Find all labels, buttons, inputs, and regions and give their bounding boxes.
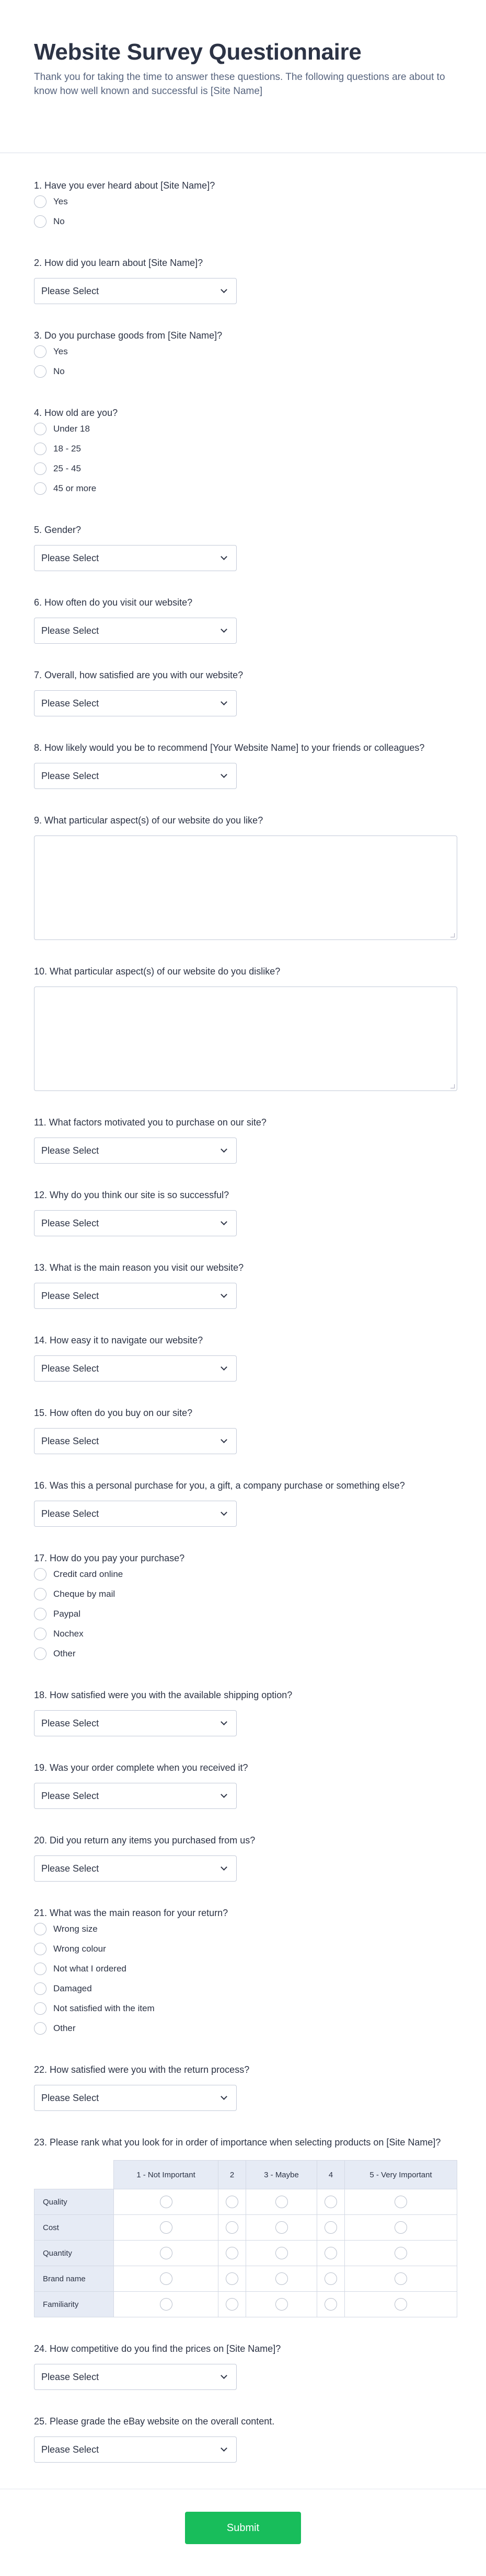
matrix-row-label: Cost	[34, 2215, 114, 2241]
chevron-down-icon	[221, 1146, 227, 1153]
question-label: 19. Was your order complete when you received it?	[34, 1762, 248, 1773]
radio-label: Yes	[53, 196, 68, 206]
matrix-cell	[317, 2241, 345, 2266]
matrix-row	[34, 2292, 457, 2317]
question-label: 13. What is the main reason you visit our website?	[34, 1262, 244, 1273]
radio-option[interactable]	[34, 362, 457, 381]
matrix-row	[34, 2266, 457, 2292]
matrix-cell	[317, 2189, 345, 2215]
matrix-corner	[34, 2160, 114, 2189]
question-10	[34, 953, 457, 1104]
matrix-column-header: 1 - Not Important	[114, 2160, 218, 2189]
chevron-down-icon	[221, 1791, 227, 1798]
question-label: 22. How satisfied were you with the return process?	[34, 2064, 250, 2075]
dropdown-value: Please Select	[41, 1508, 99, 1519]
chevron-down-icon	[221, 286, 227, 293]
question-11	[34, 1104, 457, 1176]
dropdown-value: Please Select	[41, 1863, 99, 1874]
radio-button[interactable]	[34, 1628, 47, 1640]
dropdown-select[interactable]	[34, 545, 237, 571]
radio-button[interactable]	[34, 365, 47, 378]
dropdown-select[interactable]	[34, 763, 237, 789]
matrix-cell	[114, 2241, 218, 2266]
matrix-cell	[246, 2266, 317, 2292]
radio-button[interactable]	[34, 1923, 47, 1935]
matrix-cell	[218, 2266, 246, 2292]
radio-button[interactable]	[160, 2221, 172, 2234]
chevron-down-icon	[221, 626, 227, 633]
question-label: 20. Did you return any items you purchased from us?	[34, 1835, 256, 1846]
question-17	[34, 1539, 457, 1676]
radio-button[interactable]	[325, 2221, 337, 2234]
radio-button[interactable]	[226, 2272, 238, 2285]
radio-button[interactable]	[395, 2196, 407, 2208]
question-1	[34, 167, 457, 244]
question-label: 1. Have you ever heard about [Site Name]?	[34, 180, 215, 191]
dropdown-select[interactable]	[34, 2364, 237, 2390]
survey-form	[0, 153, 486, 2475]
radio-button[interactable]	[395, 2221, 407, 2234]
dropdown-value: Please Select	[41, 2371, 99, 2382]
question-label: 9. What particular aspect(s) of our website do you like?	[34, 815, 263, 826]
dropdown-value: Please Select	[41, 1217, 99, 1228]
dropdown-value: Please Select	[41, 698, 99, 709]
radio-group	[34, 342, 457, 381]
matrix-cell	[317, 2292, 345, 2317]
radio-option[interactable]	[34, 419, 457, 439]
radio-option[interactable]	[34, 212, 457, 231]
radio-button[interactable]	[34, 1982, 47, 1995]
dropdown-select[interactable]	[34, 1428, 237, 1454]
question-21	[34, 1894, 457, 2051]
chevron-down-icon	[221, 2372, 227, 2379]
radio-button[interactable]	[325, 2196, 337, 2208]
dropdown-select[interactable]	[34, 1855, 237, 1882]
chevron-down-icon	[221, 1509, 227, 1516]
submit-button[interactable]: Submit	[185, 2512, 301, 2544]
question-label: 4. How old are you?	[34, 408, 118, 418]
matrix-cell	[345, 2266, 457, 2292]
radio-option[interactable]	[34, 1604, 457, 1624]
matrix-row-label: Brand name	[34, 2266, 114, 2292]
radio-group	[34, 192, 457, 231]
radio-option[interactable]	[34, 1999, 457, 2018]
radio-label: Wrong colour	[53, 1944, 106, 1954]
resize-handle-icon[interactable]	[450, 1084, 455, 1088]
question-23	[34, 2124, 457, 2330]
radio-button[interactable]	[34, 2002, 47, 2015]
question-label: 8. How likely would you be to recommend [Your Website Name] to your friends or colleagues?	[34, 742, 425, 753]
radio-button[interactable]	[275, 2272, 288, 2285]
radio-button[interactable]	[325, 2272, 337, 2285]
radio-button[interactable]	[34, 482, 47, 495]
radio-button[interactable]	[160, 2272, 172, 2285]
chevron-down-icon	[221, 1219, 227, 1225]
question-label: 25. Please grade the eBay website on the overall content.	[34, 2416, 275, 2427]
radio-button[interactable]	[34, 1943, 47, 1955]
dropdown-value: Please Select	[41, 2092, 99, 2103]
question-4	[34, 394, 457, 511]
chevron-down-icon	[221, 1864, 227, 1871]
radio-button[interactable]	[34, 423, 47, 435]
matrix-row-label: Familiarity	[34, 2292, 114, 2317]
matrix-cell	[114, 2215, 218, 2241]
dropdown-value: Please Select	[41, 1290, 99, 1301]
rating-matrix	[34, 2160, 457, 2317]
radio-label: Credit card online	[53, 1569, 123, 1579]
radio-label: 18 - 25	[53, 444, 81, 454]
radio-button[interactable]	[395, 2272, 407, 2285]
question-22	[34, 2051, 457, 2124]
question-6	[34, 584, 457, 656]
question-20	[34, 1821, 457, 1894]
dropdown-value: Please Select	[41, 1145, 99, 1156]
matrix-cell	[317, 2215, 345, 2241]
radio-option[interactable]	[34, 1584, 457, 1604]
radio-option[interactable]	[34, 1959, 457, 1979]
radio-button[interactable]	[34, 1608, 47, 1620]
dropdown-select[interactable]	[34, 690, 237, 716]
dropdown-value: Please Select	[41, 1363, 99, 1374]
radio-button[interactable]	[226, 2221, 238, 2234]
radio-button[interactable]	[34, 443, 47, 455]
radio-button[interactable]	[275, 2196, 288, 2208]
chevron-down-icon	[221, 553, 227, 560]
radio-option[interactable]	[34, 192, 457, 212]
radio-option[interactable]	[34, 2018, 457, 2038]
radio-group	[34, 1919, 457, 2038]
radio-option[interactable]	[34, 1644, 457, 1664]
matrix-column-header: 5 - Very Important	[345, 2160, 457, 2189]
question-label: 5. Gender?	[34, 525, 82, 535]
dropdown-value: Please Select	[41, 2444, 99, 2455]
question-label: 23. Please rank what you look for in order of importance when selecting products on [Site Name]?	[34, 2137, 441, 2148]
question-label: 17. How do you pay your purchase?	[34, 1553, 185, 1563]
matrix-column-header: 2	[218, 2160, 246, 2189]
radio-label: Damaged	[53, 1983, 92, 1993]
question-label: 18. How satisfied were you with the available shipping option?	[34, 1690, 293, 1700]
dropdown-select[interactable]	[34, 278, 237, 304]
question-label: 15. How often do you buy on our site?	[34, 1408, 193, 1418]
radio-button[interactable]	[395, 2298, 407, 2311]
radio-button[interactable]	[34, 2022, 47, 2035]
question-3	[34, 317, 457, 394]
matrix-cell	[114, 2189, 218, 2215]
dropdown-select[interactable]	[34, 1283, 237, 1309]
dropdown-select[interactable]	[34, 2085, 237, 2111]
radio-option[interactable]	[34, 479, 457, 498]
dropdown-select[interactable]	[34, 1355, 237, 1382]
matrix-cell	[114, 2292, 218, 2317]
question-label: 21. What was the main reason for your return?	[34, 1908, 228, 1918]
matrix-column-header: 3 - Maybe	[246, 2160, 317, 2189]
matrix-cell	[345, 2292, 457, 2317]
radio-button[interactable]	[275, 2221, 288, 2234]
question-label: 12. Why do you think our site is so successful?	[34, 1190, 229, 1200]
question-label: 3. Do you purchase goods from [Site Name]?	[34, 330, 223, 341]
matrix-cell	[246, 2241, 317, 2266]
radio-button[interactable]	[160, 2196, 172, 2208]
dropdown-value: Please Select	[41, 1718, 99, 1728]
radio-option[interactable]	[34, 1979, 457, 1999]
matrix-cell	[345, 2189, 457, 2215]
matrix-cell	[218, 2241, 246, 2266]
question-label: 10. What particular aspect(s) of our website do you dislike?	[34, 966, 281, 977]
radio-option[interactable]	[34, 459, 457, 479]
dropdown-value: Please Select	[41, 552, 99, 563]
dropdown-select[interactable]	[34, 1783, 237, 1809]
matrix-cell	[246, 2215, 317, 2241]
dropdown-select[interactable]	[34, 1210, 237, 1236]
dropdown-select[interactable]	[34, 618, 237, 644]
radio-button[interactable]	[395, 2247, 407, 2259]
chevron-down-icon	[221, 1436, 227, 1443]
chevron-down-icon	[221, 2093, 227, 2100]
radio-label: Cheque by mail	[53, 1589, 115, 1599]
radio-option[interactable]	[34, 1564, 457, 1584]
radio-group	[34, 419, 457, 498]
radio-button[interactable]	[160, 2247, 172, 2259]
chevron-down-icon	[221, 1719, 227, 1725]
dropdown-value: Please Select	[41, 1790, 99, 1801]
radio-label: Not satisfied with the item	[53, 2003, 155, 2013]
question-label: 14. How easy it to navigate our website?	[34, 1335, 203, 1345]
chevron-down-icon	[221, 771, 227, 778]
radio-button[interactable]	[34, 1588, 47, 1600]
page-title: Website Survey Questionnaire	[34, 39, 362, 65]
radio-button[interactable]	[325, 2247, 337, 2259]
radio-label: Wrong size	[53, 1924, 98, 1934]
radio-label: No	[53, 216, 65, 226]
text-area[interactable]	[34, 987, 457, 1091]
radio-label: 25 - 45	[53, 463, 81, 473]
question-12	[34, 1176, 457, 1249]
question-15	[34, 1394, 457, 1467]
chevron-down-icon	[221, 699, 227, 705]
matrix-row	[34, 2241, 457, 2266]
dropdown-value: Please Select	[41, 770, 99, 781]
matrix-cell	[246, 2189, 317, 2215]
radio-label: 45 or more	[53, 483, 97, 493]
resize-handle-icon[interactable]	[450, 933, 455, 937]
matrix-cell	[114, 2266, 218, 2292]
question-label: 6. How often do you visit our website?	[34, 597, 193, 608]
dropdown-select[interactable]	[34, 1501, 237, 1527]
question-label: 11. What factors motivated you to purchase on our site?	[34, 1117, 267, 1128]
question-14	[34, 1321, 457, 1394]
question-25	[34, 2403, 457, 2475]
matrix-cell	[218, 2292, 246, 2317]
radio-label: No	[53, 366, 65, 376]
radio-button[interactable]	[34, 215, 47, 228]
matrix-row	[34, 2215, 457, 2241]
page-subtitle: Thank you for taking the time to answer these questions. The following questions are about to know how well known and successful is [Site Name]	[34, 72, 445, 97]
radio-button[interactable]	[275, 2298, 288, 2311]
question-19	[34, 1749, 457, 1821]
radio-label: Not what I ordered	[53, 1964, 126, 1974]
radio-button[interactable]	[226, 2298, 238, 2311]
matrix-cell	[246, 2292, 317, 2317]
radio-option[interactable]	[34, 1624, 457, 1644]
question-18	[34, 1676, 457, 1749]
dropdown-select[interactable]	[34, 2436, 237, 2463]
chevron-down-icon	[221, 2445, 227, 2452]
matrix-column-header: 4	[317, 2160, 345, 2189]
radio-button[interactable]	[275, 2247, 288, 2259]
radio-label: Nochex	[53, 1629, 84, 1639]
radio-label: Under 18	[53, 424, 90, 434]
matrix-cell	[218, 2189, 246, 2215]
form-footer	[0, 2489, 486, 2576]
matrix-row-label: Quantity	[34, 2241, 114, 2266]
question-label: 7. Overall, how satisfied are you with our website?	[34, 670, 244, 680]
radio-button[interactable]	[325, 2298, 337, 2311]
dropdown-select[interactable]	[34, 1710, 237, 1736]
radio-label: Yes	[53, 346, 68, 356]
radio-button[interactable]	[34, 462, 47, 475]
radio-button[interactable]	[34, 1647, 47, 1660]
radio-button[interactable]	[226, 2196, 238, 2208]
radio-button[interactable]	[34, 195, 47, 208]
radio-option[interactable]	[34, 1939, 457, 1959]
text-area[interactable]	[34, 836, 457, 940]
matrix-cell	[345, 2215, 457, 2241]
radio-button[interactable]	[226, 2247, 238, 2259]
question-2	[34, 244, 457, 317]
matrix-row	[34, 2189, 457, 2215]
question-7	[34, 656, 457, 729]
radio-group	[34, 1564, 457, 1664]
radio-option[interactable]	[34, 1919, 457, 1939]
matrix-cell	[345, 2241, 457, 2266]
chevron-down-icon	[221, 1291, 227, 1298]
radio-button[interactable]	[34, 1963, 47, 1975]
dropdown-value: Please Select	[41, 1435, 99, 1446]
question-label: 2. How did you learn about [Site Name]?	[34, 258, 203, 268]
radio-label: Other	[53, 1649, 76, 1658]
dropdown-select[interactable]	[34, 1138, 237, 1164]
dropdown-value: Please Select	[41, 285, 99, 296]
matrix-row-label: Quality	[34, 2189, 114, 2215]
question-9	[34, 802, 457, 953]
dropdown-value: Please Select	[41, 625, 99, 636]
question-label: 24. How competitive do you find the prices on [Site Name]?	[34, 2343, 281, 2354]
question-16	[34, 1467, 457, 1539]
form-header	[0, 0, 486, 153]
question-label: 16. Was this a personal purchase for you, a gift, a company purchase or something else?	[34, 1480, 405, 1491]
radio-button[interactable]	[34, 345, 47, 358]
matrix-cell	[317, 2266, 345, 2292]
radio-option[interactable]	[34, 439, 457, 459]
radio-label: Paypal	[53, 1609, 80, 1619]
question-8	[34, 729, 457, 802]
question-5	[34, 511, 457, 584]
chevron-down-icon	[221, 1364, 227, 1371]
question-24	[34, 2330, 457, 2403]
radio-button[interactable]	[160, 2298, 172, 2311]
radio-option[interactable]	[34, 342, 457, 362]
question-13	[34, 1249, 457, 1321]
radio-button[interactable]	[34, 1568, 47, 1581]
radio-label: Other	[53, 2023, 76, 2033]
matrix-cell	[218, 2215, 246, 2241]
